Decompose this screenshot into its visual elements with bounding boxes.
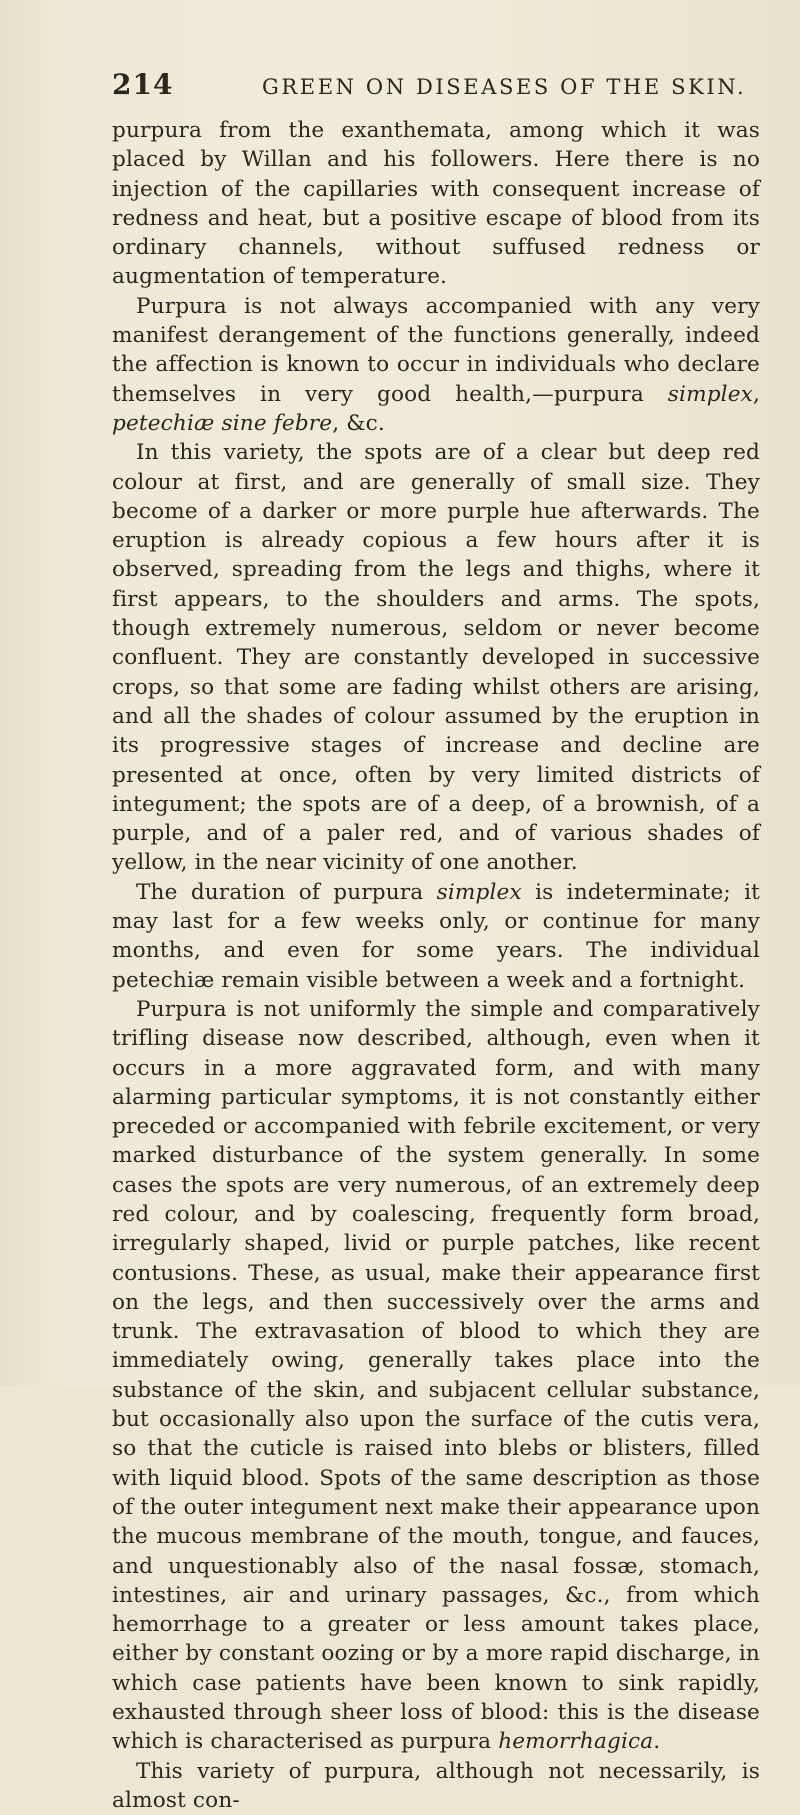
- paragraph-text: , &c.: [332, 410, 385, 436]
- body-text: [112, 116, 760, 1815]
- paragraph-text: .: [653, 1729, 661, 1755]
- italic-term: simplex: [436, 879, 522, 905]
- paragraph-2: [112, 292, 760, 438]
- paragraph-5: [112, 995, 760, 1757]
- paragraph-4: [112, 878, 760, 995]
- paragraph-text: is indeterminate; it may last for a few weeks only, or continue for many months, and even for some years. The individual petechiæ remain visible between a week and a fortnight.: [112, 879, 760, 993]
- paragraph-3: [112, 438, 760, 877]
- paragraph-text: purpura from the exanthemata, among which it was placed by Willan and his followers. Here there is no injection of the capillaries with consequent increase of redness and heat, but a positive escape of blood from its ordinary channels, without suffused redness or augmentation of temperature.: [112, 118, 760, 290]
- page-number: 214: [112, 68, 174, 101]
- running-title: GREEN ON DISEASES OF THE SKIN.: [262, 75, 747, 99]
- paragraph-text: The duration of purpura: [136, 879, 437, 905]
- paragraph-text: Purpura is not uniformly the simple and comparatively trifling disease now described, although, even when it occurs in a more aggravated form, and with many alarming particular symptoms, it is not constantly either preceded or accompanied with febrile excitement, or very marked disturbance of the system generally. In some cases the spots are very numerous, of an extremely deep red colour, and by coalescing, frequently form broad, irregularly shaped, livid or purple patches, like recent contusions. These, as usual, make their appearance first on the legs, and then successively over the arms and trunk. The extravasation of blood to which they are immediately owing, generally takes place into the substance of the skin, and subjacent cellular substance, but occasionally also upon the surface of the cutis vera, so that the cuticle is raised into blebs or blisters, filled with liquid blood. Spots of the same description as those of the outer integument next make their appearance upon the mucous membrane of the mouth, tongue, and fauces, and unquestionably also of the nasal fossæ, stomach, intestines, air and urinary passages, &c., from which hemorrhage to a greater or less amount takes place, either by constant oozing or by a more rapid discharge, in which case patients have been known to sink rapidly, exhausted through sheer loss of blood: this is the disease which is characterised as purpura: [112, 996, 760, 1755]
- italic-term: hemorrhagica: [498, 1729, 654, 1755]
- paragraph-1: [112, 116, 760, 292]
- paragraph-text: In this variety, the spots are of a clear but deep red colour at first, and are generally of small size. They become of a darker or more purple hue afterwards. The eruption is already copious a few hours after it is observed, spreading from the legs and thighs, where it first appears, to the shoulders and arms. The spots, though extremely numerous, seldom or never become confluent. They are constantly developed in successive crops, so that some are fading whilst others are arising, and all the shades of colour assumed by the eruption in its progressive stages of increase and decline are presented at once, often by very limited districts of integument; the spots are of a deep, of a brownish, of a purple, and of a paler red, and of various shades of yellow, in the near vicinity of one another.: [112, 440, 760, 876]
- running-head: [112, 68, 760, 102]
- italic-term: simplex: [667, 381, 753, 407]
- paragraph-text: Purpura is not always accompanied with any very manifest derangement of the functions generally, indeed the affection is known to occur in individuals who declare themselves in very good health,—purpura: [112, 293, 760, 407]
- italic-term: petechiæ sine febre: [112, 410, 333, 436]
- paragraph-text: This variety of purpura, although not necessarily, is almost con-: [112, 1758, 760, 1813]
- paragraph-text: ,: [752, 381, 760, 407]
- paragraph-6: [112, 1757, 760, 1815]
